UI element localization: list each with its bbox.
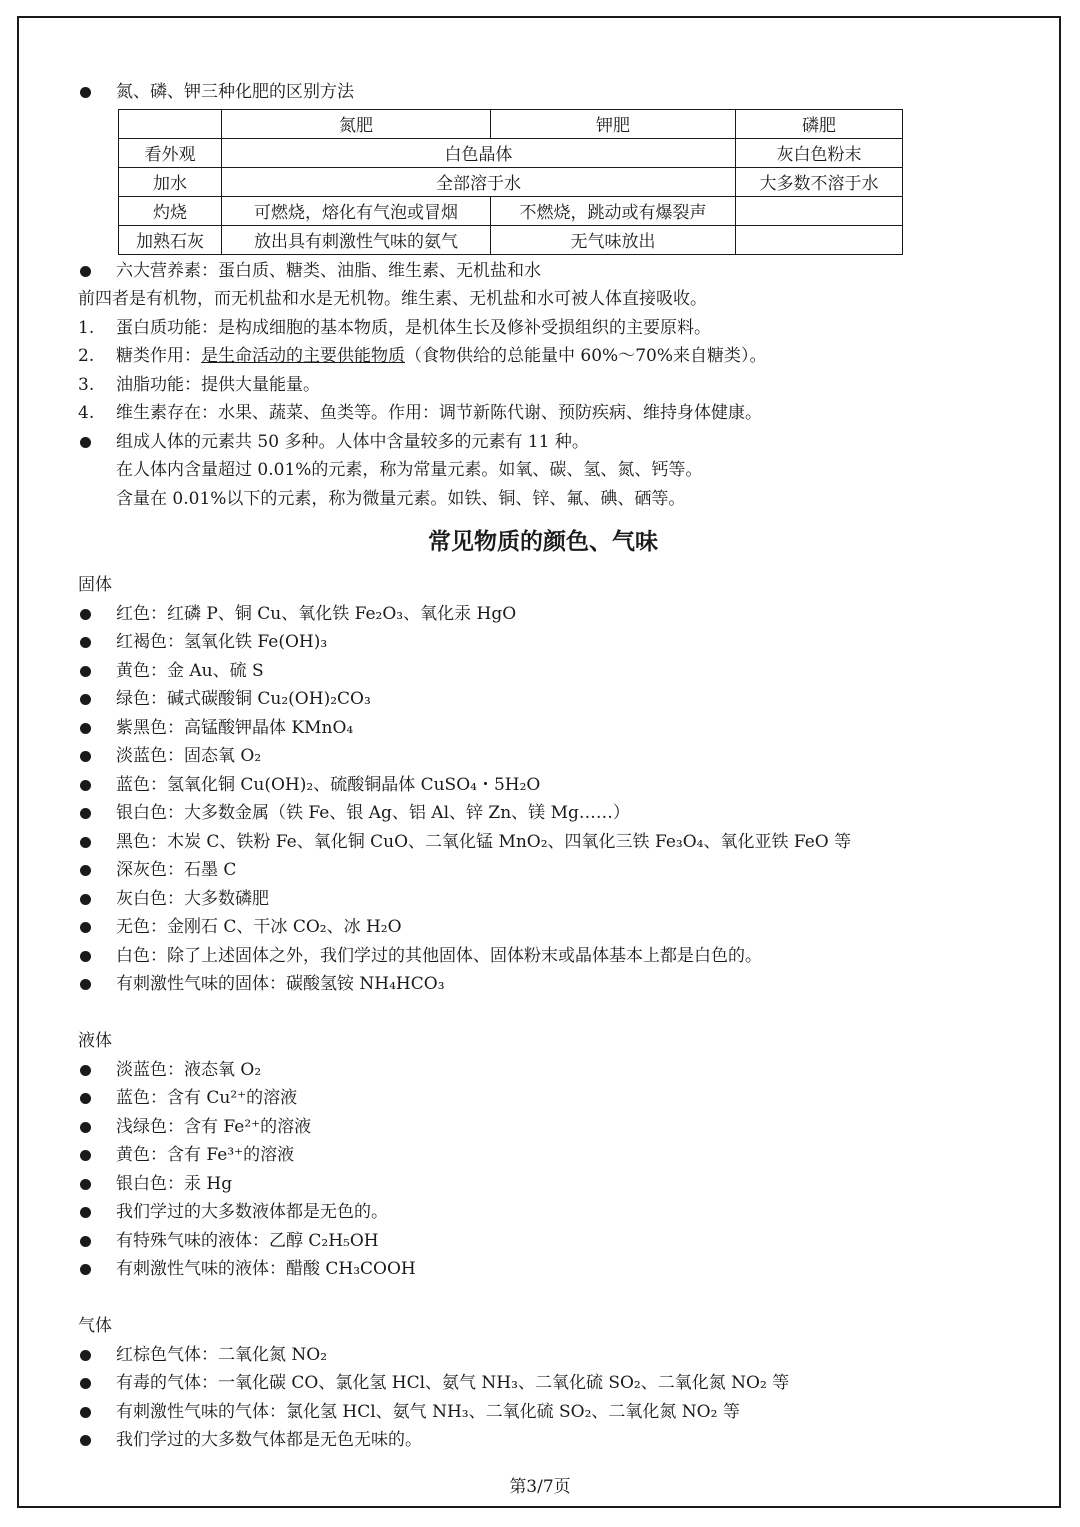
page-content (78, 78, 978, 1455)
list-item: 浅绿色：含有 Fe²⁺的溶液 (78, 1113, 978, 1142)
list-item: 黄色：含有 Fe³⁺的溶液 (78, 1141, 978, 1170)
item-text: （食物供给的总能量中 60%～70%来自糖类）。 (405, 346, 767, 366)
item-number: 4. (78, 403, 95, 423)
table-header-cell: 磷肥 (736, 109, 903, 138)
item-number: 3. (78, 374, 95, 395)
list-item: 银白色：大多数金属（铁 Fe、银 Ag、铝 Al、锌 Zn、镁 Mg……） (78, 799, 978, 828)
list-item (78, 399, 978, 428)
list-item: 红褐色：氢氧化铁 Fe(OH)₃ (78, 628, 978, 657)
list-item: 有刺激性气味的固体：碳酸氢铵 NH₄HCO₃ (78, 970, 978, 999)
list-item: 银白色：汞 Hg (78, 1170, 978, 1199)
table-cell: 全部溶于水 (222, 167, 736, 196)
list-item: 有刺激性气味的气体：氯化氢 HCl、氨气 NH₃、二氧化硫 SO₂、二氧化氮 NO₂ 等 (78, 1398, 978, 1427)
table-cell: 放出具有刺激性气味的氨气 (222, 225, 491, 254)
list-item (78, 314, 978, 343)
table-cell: 可燃烧，熔化有气泡或冒烟 (222, 196, 491, 225)
spacer (78, 999, 978, 1028)
list-item: 有毒的气体：一氧化碳 CO、氯化氢 HCl、氨气 NH₃、二氧化硫 SO₂、二氧化氮 NO₂ 等 (78, 1369, 978, 1398)
row-label: 加水 (119, 167, 222, 196)
list-item: 蓝色：含有 Cu²⁺的溶液 (78, 1084, 978, 1113)
fertilizer-heading: 氮、磷、钾三种化肥的区别方法 (78, 78, 978, 107)
list-item: 深灰色：石墨 C (78, 856, 978, 885)
list-item: 绿色：碱式碳酸铜 Cu₂(OH)₂CO₃ (78, 685, 978, 714)
list-item (78, 371, 978, 400)
list-item: 我们学过的大多数液体都是无色的。 (78, 1198, 978, 1227)
table-header-cell: 氮肥 (222, 109, 491, 138)
list-item: 灰白色：大多数磷肥 (78, 885, 978, 914)
table-cell: 不燃烧，跳动或有爆裂声 (491, 196, 736, 225)
list-item: 黄色：金 Au、硫 S (78, 657, 978, 686)
table-cell (736, 225, 903, 254)
table-cell: 灰白色粉末 (736, 138, 903, 167)
table-row (119, 167, 903, 196)
list-item: 白色：除了上述固体之外，我们学过的其他固体、固体粉末或晶体基本上都是白色的。 (78, 942, 978, 971)
item-number: 2. (78, 346, 95, 366)
table-row (119, 196, 903, 225)
macro-elements: 在人体内含量超过 0.01%的元素，称为常量元素。如氧、碳、氢、氮、钙等。 (116, 460, 703, 480)
nutrition-note: 前四者是有机物，而无机盐和水是无机物。维生素、无机盐和水可被人体直接吸收。 (78, 289, 707, 309)
table-cell: 白色晶体 (222, 138, 736, 167)
gas-label: 气体 (78, 1316, 112, 1336)
table-cell: 大多数不溶于水 (736, 167, 903, 196)
liquid-label: 液体 (78, 1031, 112, 1051)
list-item: 有刺激性气味的液体：醋酸 CH₃COOH (78, 1255, 978, 1284)
nutrition-heading: 六大营养素：蛋白质、糖类、油脂、维生素、无机盐和水 (78, 257, 978, 286)
underlined-text: 是生命活动的主要供能物质 (201, 346, 405, 366)
section-title: 常见物质的颜色、气味 (428, 529, 658, 555)
table-cell (736, 196, 903, 225)
solid-label: 固体 (78, 575, 112, 595)
table-cell: 无气味放出 (491, 225, 736, 254)
table-row (119, 225, 903, 254)
list-item: 我们学过的大多数气体都是无色无味的。 (78, 1426, 978, 1455)
micro-elements: 含量在 0.01%以下的元素，称为微量元素。如铁、铜、锌、氟、碘、硒等。 (116, 488, 686, 509)
list-item: 淡蓝色：固态氧 O₂ (78, 742, 978, 771)
item-text: 糖类作用： (116, 346, 201, 366)
spacer (78, 1284, 978, 1313)
elements-bullet: 组成人体的元素共 50 多种。人体中含量较多的元素有 11 种。 (78, 428, 978, 457)
list-item: 无色：金刚石 C、干冰 CO₂、冰 H₂O (78, 913, 978, 942)
row-label: 看外观 (119, 138, 222, 167)
list-item: 紫黑色：高锰酸钾晶体 KMnO₄ (78, 714, 978, 743)
item-text: 维生素存在：水果、蔬菜、鱼类等。作用：调节新陈代谢、预防疾病、维持身体健康。 (116, 403, 762, 423)
page-number: 第3/7页 (509, 1477, 571, 1497)
list-item (78, 342, 978, 371)
list-item: 蓝色：氢氧化铜 Cu(OH)₂、硫酸铜晶体 CuSO₄・5H₂O (78, 771, 978, 800)
row-label: 加熟石灰 (119, 225, 222, 254)
fertilizer-table (118, 109, 903, 255)
list-item: 淡蓝色：液态氧 O₂ (78, 1056, 978, 1085)
table-header-cell: 钾肥 (491, 109, 736, 138)
row-label: 灼烧 (119, 196, 222, 225)
list-item: 有特殊气味的液体：乙醇 C₂H₅OH (78, 1227, 978, 1256)
list-item: 黑色：木炭 C、铁粉 Fe、氧化铜 CuO、二氧化锰 MnO₂、四氧化三铁 Fe₃O₄、氧化亚铁 FeO 等 (78, 828, 978, 857)
list-item: 红棕色气体：二氧化氮 NO₂ (78, 1341, 978, 1370)
table-header-row (119, 109, 903, 138)
item-text: 油脂功能：提供大量能量。 (116, 374, 320, 395)
table-header-cell (119, 109, 222, 138)
list-item: 红色：红磷 P、铜 Cu、氧化铁 Fe₂O₃、氧化汞 HgO (78, 600, 978, 629)
table-row (119, 138, 903, 167)
item-number: 1. (78, 317, 95, 338)
item-text: 蛋白质功能：是构成细胞的基本物质，是机体生长及修补受损组织的主要原料。 (116, 317, 711, 338)
